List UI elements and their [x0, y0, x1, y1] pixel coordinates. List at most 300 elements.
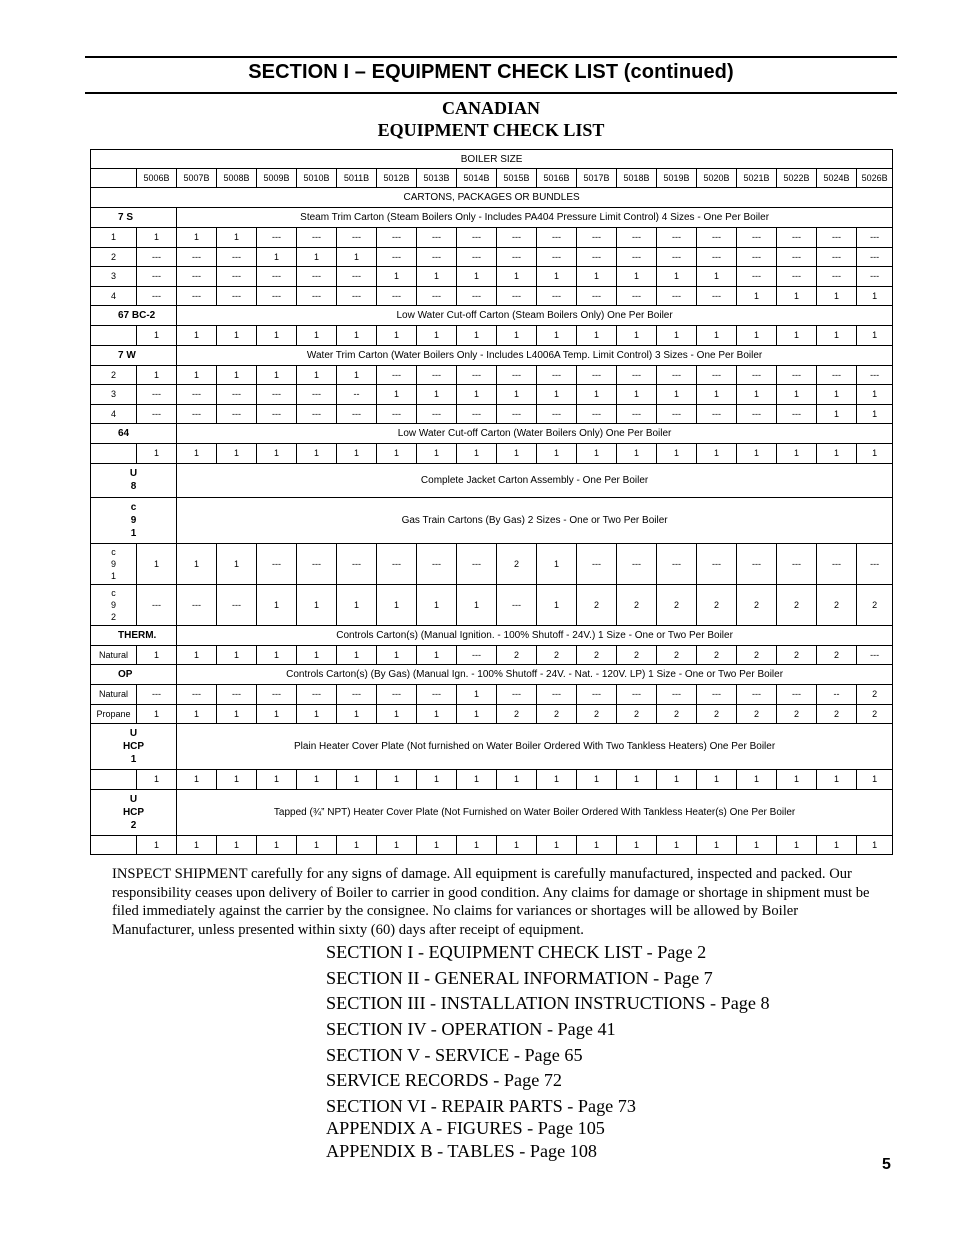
quantity-cell: 1 [257, 704, 297, 724]
table-row [91, 228, 893, 248]
quantity-cell: --- [417, 543, 457, 584]
quantity-cell: --- [777, 404, 817, 424]
table-row [91, 497, 893, 543]
quantity-cell: 1 [297, 770, 337, 790]
carton-code [91, 497, 177, 543]
quantity-cell: 1 [537, 267, 577, 287]
quantity-cell: --- [217, 247, 257, 267]
quantity-cell: 1 [457, 385, 497, 405]
table-row [91, 444, 893, 464]
quantity-cell: --- [217, 584, 257, 625]
quantity-cell: 1 [737, 385, 777, 405]
quantity-cell: 1 [497, 444, 537, 464]
quantity-cell: 1 [457, 704, 497, 724]
quantity-cell: --- [457, 365, 497, 385]
quantity-cell: 1 [137, 770, 177, 790]
table-row [91, 208, 893, 228]
quantity-cell: --- [297, 267, 337, 287]
quantity-cell: 1 [377, 326, 417, 346]
quantity-cell: 1 [857, 326, 893, 346]
quantity-cell: --- [417, 247, 457, 267]
table-row [91, 625, 893, 645]
quantity-cell: --- [217, 385, 257, 405]
quantity-cell: 1 [297, 444, 337, 464]
quantity-cell: 1 [377, 770, 417, 790]
row-label-line: c [111, 587, 116, 598]
row-label: 3 [91, 267, 137, 287]
carton-description: Complete Jacket Carton Assembly - One Per Boiler [177, 463, 893, 497]
quantity-cell: 1 [817, 444, 857, 464]
quantity-cell: 1 [497, 835, 537, 855]
quantity-cell: 1 [497, 385, 537, 405]
quantity-cell: --- [217, 267, 257, 287]
carton-code: 7 W [91, 345, 177, 365]
quantity-cell: --- [697, 685, 737, 705]
quantity-cell: --- [417, 685, 457, 705]
quantity-cell: --- [497, 584, 537, 625]
quantity-cell: 1 [817, 326, 857, 346]
row-label [91, 444, 137, 464]
quantity-cell: --- [457, 543, 497, 584]
quantity-cell: 1 [177, 365, 217, 385]
row-label [91, 770, 137, 790]
quantity-cell: --- [817, 247, 857, 267]
quantity-cell: --- [297, 543, 337, 584]
quantity-cell: --- [257, 685, 297, 705]
quantity-cell: --- [857, 645, 893, 665]
quantity-cell: 1 [577, 770, 617, 790]
boiler-size-column-header: 5008B [217, 169, 257, 188]
quantity-cell: 1 [457, 584, 497, 625]
quantity-cell: 1 [217, 365, 257, 385]
quantity-cell: --- [377, 286, 417, 306]
quantity-cell: 1 [657, 770, 697, 790]
quantity-cell: 1 [697, 267, 737, 287]
row-label: Natural [91, 685, 137, 705]
quantity-cell: 1 [537, 584, 577, 625]
quantity-cell: 2 [857, 704, 893, 724]
quantity-cell: 2 [857, 685, 893, 705]
quantity-cell: 1 [337, 584, 377, 625]
quantity-cell: 2 [737, 584, 777, 625]
table-row [91, 835, 893, 855]
quantity-cell: 2 [497, 704, 537, 724]
quantity-cell: --- [617, 404, 657, 424]
quantity-cell: 1 [217, 326, 257, 346]
quantity-cell: --- [457, 645, 497, 665]
boiler-size-column-header: 5019B [657, 169, 697, 188]
quantity-cell: --- [177, 267, 217, 287]
boiler-size-column-header: 5010B [297, 169, 337, 188]
quantity-cell: 1 [297, 365, 337, 385]
quantity-cell: --- [337, 286, 377, 306]
equipment-check-table [90, 149, 893, 855]
carton-description: Low Water Cut-off Carton (Steam Boilers Only) One Per Boiler [177, 306, 893, 326]
row-label [91, 584, 137, 625]
quantity-cell: 1 [257, 365, 297, 385]
table-row [91, 365, 893, 385]
quantity-cell: --- [737, 404, 777, 424]
quantity-cell: 2 [537, 645, 577, 665]
table-row [91, 543, 893, 584]
carton-description: Controls Carton(s) (Manual Ignition. - 100% Shutoff - 24V.) 1 Size - One or Two Per Boiler [177, 625, 893, 645]
quantity-cell: 1 [617, 267, 657, 287]
quantity-cell: 1 [737, 444, 777, 464]
quantity-cell: 1 [137, 228, 177, 248]
carton-code: THERM. [91, 625, 177, 645]
quantity-cell: --- [377, 685, 417, 705]
quantity-cell: 1 [177, 645, 217, 665]
boiler-size-column-header: 5021B [737, 169, 777, 188]
quantity-cell: --- [777, 685, 817, 705]
table-row [91, 345, 893, 365]
carton-code-line: c [130, 501, 137, 513]
toc-entry: APPENDIX B - TABLES - Page 108 [326, 1141, 598, 1161]
quantity-cell: 1 [697, 385, 737, 405]
row-label: 4 [91, 404, 137, 424]
quantity-cell: 1 [217, 835, 257, 855]
carton-code-line: HCP [122, 741, 145, 752]
quantity-cell: --- [257, 286, 297, 306]
carton-code: 67 BC-2 [91, 306, 177, 326]
quantity-cell: --- [297, 228, 337, 248]
quantity-cell: 2 [497, 645, 537, 665]
boiler-size-column-header: 5007B [177, 169, 217, 188]
quantity-cell: 2 [857, 584, 893, 625]
quantity-cell: 1 [577, 385, 617, 405]
quantity-cell: 1 [257, 326, 297, 346]
quantity-cell: 1 [137, 365, 177, 385]
quantity-cell: -- [337, 385, 377, 405]
quantity-cell: 1 [537, 835, 577, 855]
quantity-cell: 1 [697, 770, 737, 790]
quantity-cell: --- [177, 286, 217, 306]
quantity-cell: --- [817, 267, 857, 287]
quantity-cell: 1 [497, 267, 537, 287]
quantity-cell: 2 [617, 704, 657, 724]
quantity-cell: 1 [457, 835, 497, 855]
quantity-cell: -- [817, 685, 857, 705]
quantity-cell: --- [497, 685, 537, 705]
carton-code-line: 8 [130, 481, 137, 492]
quantity-cell: 1 [417, 645, 457, 665]
quantity-cell: 1 [337, 444, 377, 464]
quantity-cell: 1 [257, 247, 297, 267]
quantity-cell: 1 [297, 247, 337, 267]
quantity-cell: 1 [177, 770, 217, 790]
section-title: SECTION I – EQUIPMENT CHECK LIST (continued) [248, 61, 734, 83]
quantity-cell: --- [537, 247, 577, 267]
quantity-cell: --- [777, 365, 817, 385]
quantity-cell: --- [617, 543, 657, 584]
quantity-cell: 1 [777, 326, 817, 346]
quantity-cell: --- [337, 404, 377, 424]
quantity-cell: --- [177, 685, 217, 705]
carton-description: Tapped (¾” NPT) Heater Cover Plate (Not Furnished on Water Boiler Ordered With Tankless Heater(s) One Per Boiler [177, 789, 893, 835]
quantity-cell: --- [337, 685, 377, 705]
quantity-cell: --- [177, 584, 217, 625]
quantity-cell: 1 [777, 385, 817, 405]
quantity-cell: --- [377, 365, 417, 385]
quantity-cell: 2 [737, 704, 777, 724]
quantity-cell: --- [137, 404, 177, 424]
table-row [91, 424, 893, 444]
boiler-size-column-header: 5015B [497, 169, 537, 188]
quantity-cell: --- [777, 247, 817, 267]
quantity-cell: 1 [617, 385, 657, 405]
quantity-cell: 1 [777, 835, 817, 855]
quantity-cell: 1 [817, 835, 857, 855]
row-label [91, 326, 137, 346]
cartons-header: CARTONS, PACKAGES OR BUNDLES [91, 188, 893, 208]
quantity-cell: 1 [857, 385, 893, 405]
quantity-cell: --- [577, 228, 617, 248]
quantity-cell: --- [177, 404, 217, 424]
toc-entry: APPENDIX A - FIGURES - Page 105 [326, 1118, 605, 1138]
quantity-cell: 1 [457, 444, 497, 464]
quantity-cell: 1 [497, 770, 537, 790]
quantity-cell: --- [297, 385, 337, 405]
quantity-cell: --- [377, 404, 417, 424]
quantity-cell: 1 [617, 326, 657, 346]
quantity-cell: 1 [377, 645, 417, 665]
quantity-cell: 1 [457, 267, 497, 287]
quantity-cell: --- [457, 247, 497, 267]
quantity-cell: 1 [297, 584, 337, 625]
quantity-cell: 1 [657, 444, 697, 464]
quantity-cell: 1 [857, 404, 893, 424]
carton-description: Water Trim Carton (Water Boilers Only - Includes L4006A Temp. Limit Control) 3 Sizes - One Per Boiler [177, 345, 893, 365]
quantity-cell: 1 [577, 835, 617, 855]
quantity-cell: 1 [457, 770, 497, 790]
carton-code-line: 1 [130, 754, 137, 765]
quantity-cell: 1 [817, 404, 857, 424]
quantity-cell: 1 [697, 835, 737, 855]
quantity-cell: --- [177, 247, 217, 267]
quantity-cell: 1 [257, 770, 297, 790]
quantity-cell: 1 [377, 584, 417, 625]
boiler-size-column-header: 5018B [617, 169, 657, 188]
quantity-cell: 2 [657, 584, 697, 625]
quantity-cell: 1 [257, 835, 297, 855]
row-label-line: 9 [110, 558, 116, 569]
quantity-cell: 1 [417, 835, 457, 855]
table-row [91, 247, 893, 267]
quantity-cell: 2 [577, 584, 617, 625]
table-row [91, 306, 893, 326]
quantity-cell: --- [857, 247, 893, 267]
quantity-cell: --- [537, 685, 577, 705]
carton-code-line: U [129, 728, 138, 739]
quantity-cell: --- [617, 286, 657, 306]
quantity-cell: --- [537, 365, 577, 385]
quantity-cell: 1 [297, 704, 337, 724]
quantity-cell: --- [617, 228, 657, 248]
inspect-shipment-text: INSPECT SHIPMENT carefully for any signs of damage. All equipment is carefully manufactured, inspected and packed. Our responsibility ceases upon delivery of Boiler to carrier in good condition. Any claims for damage or shortage in shipment must be filed immediately against the carrier by the consignee. No claims for variances or shortages will be allowed by Boiler Manufacturer, unless presented within sixty (60) days after receipt of equipment. [112, 866, 870, 938]
carton-code-line: 2 [130, 819, 137, 831]
quantity-cell: --- [577, 543, 617, 584]
quantity-cell: --- [137, 247, 177, 267]
toc-entry: SECTION III - INSTALLATION INSTRUCTIONS - Page 8 [326, 993, 770, 1013]
row-label: Natural [91, 645, 137, 665]
quantity-cell: 1 [337, 835, 377, 855]
quantity-cell: 2 [697, 584, 737, 625]
quantity-cell: --- [737, 267, 777, 287]
quantity-cell: 1 [537, 326, 577, 346]
quantity-cell: 1 [857, 444, 893, 464]
quantity-cell: 1 [737, 835, 777, 855]
size-label-blank [91, 169, 137, 188]
row-label: 2 [91, 365, 137, 385]
quantity-cell: --- [417, 365, 457, 385]
quantity-cell: 1 [817, 286, 857, 306]
table-row [91, 645, 893, 665]
quantity-cell: --- [537, 404, 577, 424]
carton-description: Gas Train Cartons (By Gas) 2 Sizes - One or Two Per Boiler [177, 497, 893, 543]
quantity-cell: 1 [217, 704, 257, 724]
table-row [91, 326, 893, 346]
quantity-cell: --- [137, 267, 177, 287]
boiler-size-column-header: 5022B [777, 169, 817, 188]
quantity-cell: --- [137, 685, 177, 705]
quantity-cell: --- [497, 247, 537, 267]
quantity-cell: 1 [857, 286, 893, 306]
quantity-cell: 1 [217, 228, 257, 248]
quantity-cell: --- [777, 543, 817, 584]
quantity-cell: 1 [857, 835, 893, 855]
quantity-cell: 1 [137, 444, 177, 464]
quantity-cell: 1 [337, 326, 377, 346]
table-row [91, 385, 893, 405]
quantity-cell: 1 [177, 704, 217, 724]
quantity-cell: 1 [177, 326, 217, 346]
quantity-cell: 1 [297, 835, 337, 855]
quantity-cell: 2 [657, 645, 697, 665]
quantity-cell: 1 [537, 444, 577, 464]
quantity-cell: 1 [177, 835, 217, 855]
quantity-cell: 1 [377, 835, 417, 855]
row-label: Propane [91, 704, 137, 724]
quantity-cell: --- [737, 228, 777, 248]
carton-code [91, 724, 177, 770]
quantity-cell: 1 [777, 444, 817, 464]
quantity-cell: --- [697, 543, 737, 584]
quantity-cell: 1 [537, 770, 577, 790]
row-label [91, 543, 137, 584]
toc-entry: SECTION II - GENERAL INFORMATION - Page 7 [326, 968, 713, 988]
boiler-size-header: BOILER SIZE [91, 150, 893, 169]
quantity-cell: --- [217, 404, 257, 424]
page-number: 5 [882, 1156, 891, 1173]
carton-code-line: 9 [130, 514, 137, 526]
quantity-cell: 1 [577, 444, 617, 464]
carton-description: Steam Trim Carton (Steam Boilers Only - Includes PA404 Pressure Limit Control) 4 Sizes - One Per Boiler [177, 208, 893, 228]
quantity-cell: 1 [377, 704, 417, 724]
quantity-cell: --- [577, 365, 617, 385]
quantity-cell: --- [417, 404, 457, 424]
quantity-cell: --- [577, 247, 617, 267]
quantity-cell: --- [377, 543, 417, 584]
quantity-cell: 2 [697, 704, 737, 724]
table-row [91, 169, 893, 188]
quantity-cell: 1 [457, 685, 497, 705]
quantity-cell: 1 [257, 444, 297, 464]
quantity-cell: 1 [817, 385, 857, 405]
quantity-cell: --- [257, 404, 297, 424]
quantity-cell: --- [657, 685, 697, 705]
quantity-cell: --- [257, 267, 297, 287]
boiler-size-column-header: 5006B [137, 169, 177, 188]
row-label: 3 [91, 385, 137, 405]
quantity-cell: 2 [657, 704, 697, 724]
quantity-cell: --- [497, 365, 537, 385]
carton-code: 7 S [91, 208, 177, 228]
quantity-cell: --- [737, 365, 777, 385]
quantity-cell: 2 [697, 645, 737, 665]
row-label: 2 [91, 247, 137, 267]
quantity-cell: 1 [817, 770, 857, 790]
quantity-cell: --- [497, 228, 537, 248]
quantity-cell: 1 [337, 645, 377, 665]
table-row [91, 267, 893, 287]
boiler-size-column-header: 5016B [537, 169, 577, 188]
quantity-cell: 2 [497, 543, 537, 584]
boiler-size-column-header: 5014B [457, 169, 497, 188]
quantity-cell: 2 [817, 704, 857, 724]
subtitle-checklist: EQUIPMENT CHECK LIST [377, 120, 605, 140]
quantity-cell: --- [657, 247, 697, 267]
quantity-cell: --- [257, 385, 297, 405]
quantity-cell: --- [737, 685, 777, 705]
quantity-cell: --- [697, 365, 737, 385]
quantity-cell: 1 [537, 385, 577, 405]
carton-code [91, 463, 177, 497]
quantity-cell: --- [297, 404, 337, 424]
quantity-cell: 1 [417, 704, 457, 724]
quantity-cell: --- [497, 404, 537, 424]
quantity-cell: 2 [617, 645, 657, 665]
quantity-cell: --- [697, 404, 737, 424]
quantity-cell: 1 [137, 704, 177, 724]
table-row [91, 463, 893, 497]
top-rule [85, 56, 897, 58]
quantity-cell: --- [137, 385, 177, 405]
quantity-cell: --- [817, 543, 857, 584]
quantity-cell: 1 [657, 385, 697, 405]
quantity-cell: 1 [417, 326, 457, 346]
toc-entry: SECTION I - EQUIPMENT CHECK LIST - Page 2 [326, 942, 707, 962]
quantity-cell: --- [617, 365, 657, 385]
quantity-cell: 1 [257, 645, 297, 665]
quantity-cell: 1 [417, 584, 457, 625]
carton-code [91, 789, 177, 835]
quantity-cell: 1 [657, 267, 697, 287]
quantity-cell: 1 [617, 444, 657, 464]
quantity-cell: 1 [617, 770, 657, 790]
quantity-cell: 1 [137, 645, 177, 665]
quantity-cell: 2 [617, 584, 657, 625]
quantity-cell: 1 [217, 543, 257, 584]
toc-entry: SERVICE RECORDS - Page 72 [326, 1070, 563, 1090]
quantity-cell: 1 [657, 835, 697, 855]
quantity-cell: --- [417, 228, 457, 248]
quantity-cell: 1 [377, 444, 417, 464]
quantity-cell: --- [457, 404, 497, 424]
table-row [91, 188, 893, 208]
quantity-cell: --- [337, 543, 377, 584]
table-row [91, 286, 893, 306]
carton-code-line: 1 [130, 527, 137, 539]
